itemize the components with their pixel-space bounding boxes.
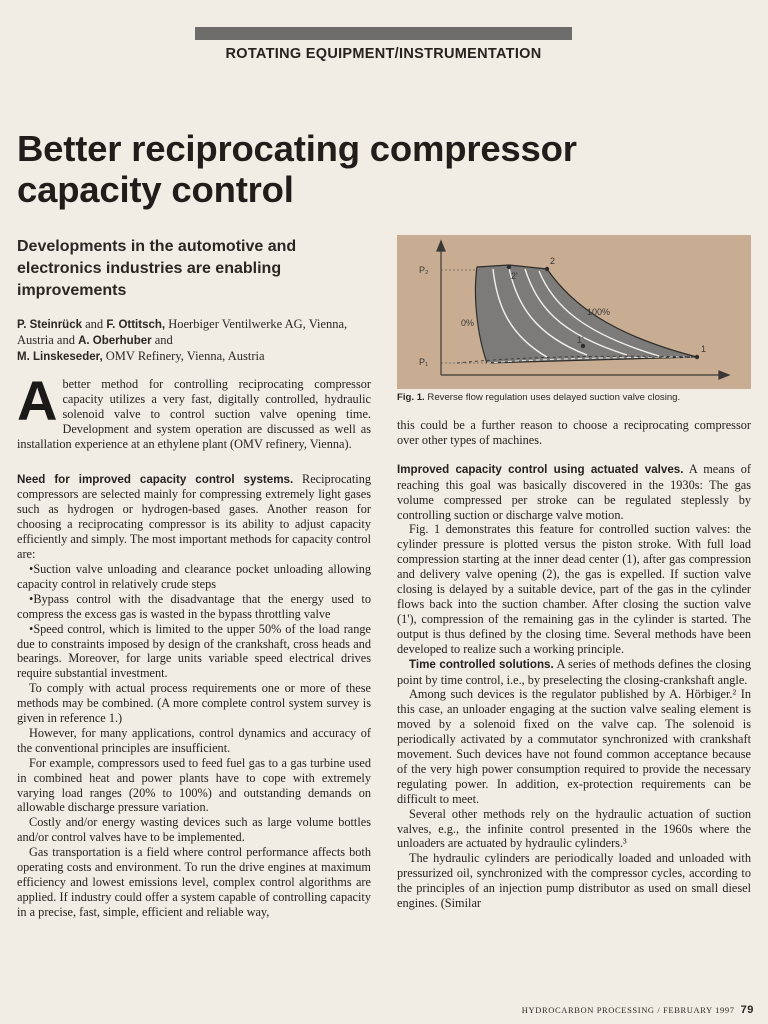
caption-text: Reverse flow regulation uses delayed suction valve closing. <box>427 392 681 403</box>
para-hoerbiger: Among such devices is the regulator published by A. Hörbiger.² In this case, an unloader engaging at the suction valve sealing element is moved by a solenoid fixed on the valve cap. The solenoid is periodically activated by a commutator synchronized with crankshaft movement. Such devices have not found common acceptance because of the very high power consumption required to provide the necessary regulating power. In addition, ex-protection requirements can be difficult to meet. <box>397 687 751 806</box>
point-2 <box>545 267 549 271</box>
para-costly: Costly and/or energy wasting devices such as large volume bottles and/or control valves have to be implemented. <box>17 815 371 845</box>
bullet-1: • Suction valve unloading and clearance pocket unloading allowing capacity control in relatively crude steps <box>17 562 371 592</box>
para-improved-text: A means of reaching this goal was basically discovered in the 1930s: The gas volume compressed per stroke can be regulated steplessly by controlling suction or discharge valve motion. <box>397 461 751 522</box>
para-time-text: A series of methods defines the closing point by time control, i.e., by preselecting the closing-crankshaft angle. <box>397 656 751 687</box>
article-deck: Developments in the automotive and electronics industries are enabling improvements <box>17 238 297 299</box>
heading-time: Time controlled solutions. <box>409 657 554 671</box>
label-2: 2 <box>550 256 556 266</box>
author-2: F. Ottitsch, <box>106 319 166 331</box>
bullet-2: • Bypass control with the disadvantage that the energy used to compress the excess gas is wasted in the bypass throttling valve <box>17 592 371 622</box>
para-continued: this could be a further reason to choose a reciprocating compressor over other types of machines. <box>397 418 751 447</box>
para-improved <box>397 462 751 523</box>
author-block <box>17 317 372 365</box>
y-axis-arrow <box>437 241 445 251</box>
author-and-1: and <box>85 317 104 331</box>
right-column <box>397 418 751 911</box>
heading-need: Need for improved capacity control systems. <box>17 472 294 486</box>
label-2-prime: 2' <box>511 271 518 281</box>
para-hydraulic: Several other methods rely on the hydraulic actuation of suction valves, e.g., the infinite control presented in the 1960s where the unloaders are actuated by hydraulic cylinders.³ <box>397 806 751 851</box>
label-p1: P₁ <box>419 357 429 367</box>
label-100-percent: 100% <box>587 307 611 317</box>
author-1: P. Steinrück <box>17 319 82 331</box>
page-number: 79 <box>740 1004 754 1016</box>
caption-label: Fig. 1. <box>397 392 425 403</box>
para-cylinders: The hydraulic cylinders are periodically loaded and unloaded with pressurized oil, synchronized with the compressor cycles, according to the principles of an injection pump distributor as used on small diesel engines. (Similar <box>397 851 751 911</box>
label-1-prime: 1' <box>577 335 584 345</box>
left-column <box>17 369 371 920</box>
figure-caption <box>397 392 757 404</box>
author-3: A. Oberhuber <box>78 335 152 347</box>
point-1 <box>695 355 699 359</box>
intro-paragraph <box>17 369 371 452</box>
label-0-percent: 0% <box>461 318 475 328</box>
title-line-2: capacity control <box>17 169 294 210</box>
intro-text: better method for controlling reciprocating compressor capacity utilizes a very fast, digitally controlled, hydraulic solenoid valve to control suction valve opening time. Development and system operation are discussed as well as installation experience at an ethylene plant (OMV refinery, Vienna). <box>17 377 371 451</box>
journal-name: HYDROCARBON PROCESSING / FEBRUARY 1997 <box>521 1005 735 1015</box>
section-rule <box>195 27 572 40</box>
pv-diagram <box>397 235 751 389</box>
x-axis-arrow <box>719 371 729 379</box>
label-1: 1 <box>701 344 707 354</box>
bullet-3: • Speed control, which is limited to the upper 50% of the load range due to constraints imposed by design of the crankshaft, cross heads and bearings. Moreover, for large units variable speed electrical drives require substantial investment. <box>17 622 371 682</box>
para-time <box>397 657 751 688</box>
para-example: For example, compressors used to feed fuel gas to a gas turbine used in combined heat and power plants have to cope with extremely varying load ranges (20% to 100%) and outstanding demands on allowable discharge pressure variation. <box>17 755 371 815</box>
label-p2: P₂ <box>419 265 429 275</box>
heading-improved: Improved capacity control using actuated valves. <box>397 462 684 476</box>
para-gas: Gas transportation is a field where control performance affects both operating costs and environment. To run the drive engines at maximum efficiency and lowest emissions level, complex control algorithms are applied. If industry could offer a system capable of controlling capacity in a precise, fast, simple, efficient and reliable way, <box>17 845 371 919</box>
affiliation-1: Hoerbiger Ventilwerke AG, Vienna, Austria and <box>17 317 348 347</box>
drop-cap: A <box>17 369 58 432</box>
title-line-1: Better reciprocating compressor <box>17 128 577 169</box>
author-and-2: and <box>154 333 173 347</box>
section-heading: ROTATING EQUIPMENT/INSTRUMENTATION <box>225 46 542 62</box>
article-title <box>17 128 762 210</box>
figure-1 <box>397 235 751 389</box>
author-4: M. Linskeseder, <box>17 351 103 363</box>
point-2-prime <box>507 265 511 269</box>
affiliation-2: OMV Refinery, Vienna, Austria <box>105 349 265 363</box>
para-however: However, for many applications, control dynamics and accuracy of the conventional principles are insufficient. <box>17 725 371 755</box>
para-need-text: Reciprocating compressors are selected mainly for compressing extremely light gases such as hydrogen or hydrogen-based gases. Another reason for choosing a reciprocating compressor is its ability to adjust capacity efficiently and simply. The most important methods for capacity control are: <box>17 471 371 562</box>
para-need <box>17 472 371 562</box>
para-comply: To comply with actual process requirements one or more of these methods may be combined. (A more complete control system survey is given in reference 1.) <box>17 681 371 726</box>
para-fig1: Fig. 1 demonstrates this feature for controlled suction valves: the cylinder pressure is plotted versus the piston stroke. With full load compression starting at the inner dead center (1), after gas compression and delivery valve opening (2), the gas is expelled. If suction valve closing is delayed by a suitable device, part of the gas in the cylinder flows back into the suction chamber. After closing the suction valve (1'), compression of the remaining gas in the cylinder is started. The output is thus defined by the closing time. Several methods have been developed to realize such a working principle. <box>397 522 751 656</box>
page-footer <box>522 1004 754 1016</box>
